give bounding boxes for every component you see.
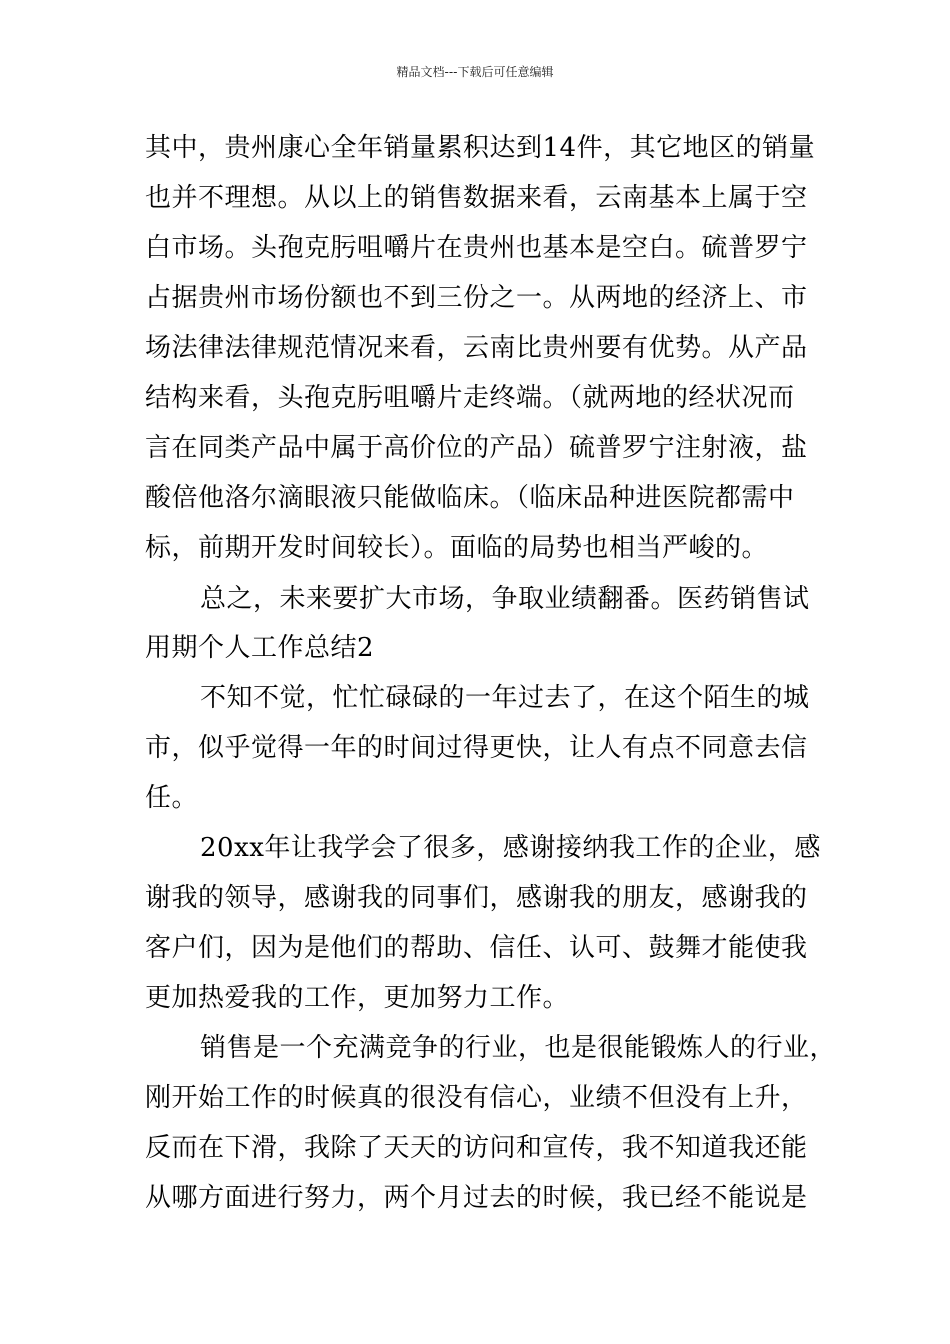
text-line: 从哪方面进行努力，两个月过去的时候，我已经不能说是 — [145, 1183, 808, 1213]
text-line: 用期个人工作总结2 — [145, 633, 375, 663]
paragraph-start-line: 20xx年让我学会了很多，感谢接纳我工作的企业，感 — [200, 833, 821, 863]
text-line: 其中，贵州康心全年销量累积达到14件，其它地区的销量 — [145, 133, 816, 163]
text-line: 也并不理想。从以上的销售数据来看，云南基本上属于空 — [145, 183, 808, 213]
text-line: 言在同类产品中属于高价位的产品）硫普罗宁注射液，盐 — [145, 433, 808, 463]
text-line: 反而在下滑，我除了天天的访问和宣传，我不知道我还能 — [145, 1133, 808, 1163]
text-line: 客户们，因为是他们的帮助、信任、认可、鼓舞才能使我 — [145, 933, 808, 963]
text-line: 标，前期开发时间较长）。面临的局势也相当严峻的。 — [145, 533, 769, 563]
paragraph-start-line: 不知不觉，忙忙碌碌的一年过去了，在这个陌生的城 — [200, 683, 810, 713]
text-line: 结构来看，头孢克肟咀嚼片走终端。（就两地的经状况而 — [145, 383, 795, 413]
text-line: 占据贵州市场份额也不到三份之一。从两地的经济上、市 — [145, 283, 808, 313]
text-line: 更加热爱我的工作，更加努力工作。 — [145, 983, 570, 1013]
text-line: 刚开始工作的时候真的很没有信心，业绩不但没有上升， — [145, 1083, 808, 1113]
text-line: 白市场。头孢克肟咀嚼片在贵州也基本是空白。硫普罗宁 — [145, 233, 808, 263]
text-line: 酸倍他洛尔滴眼液只能做临床。（临床品种进医院都需中 — [145, 483, 795, 513]
text-line: 市，似乎觉得一年的时间过得更快，让人有点不同意去信 — [145, 733, 808, 763]
page-header: 精品文档---下载后可任意编辑 — [396, 65, 554, 79]
paragraph-start-line: 总之，未来要扩大市场，争取业绩翻番。医药销售试 — [200, 584, 810, 614]
text-line: 任。 — [145, 783, 199, 813]
text-line: 谢我的领导，感谢我的同事们，感谢我的朋友，感谢我的 — [145, 883, 808, 913]
paragraph-start-line: 销售是一个充满竞争的行业，也是很能锻炼人的行业， — [200, 1033, 837, 1063]
text-line: 场法律法律规范情况来看，云南比贵州要有优势。从产品 — [145, 333, 808, 363]
